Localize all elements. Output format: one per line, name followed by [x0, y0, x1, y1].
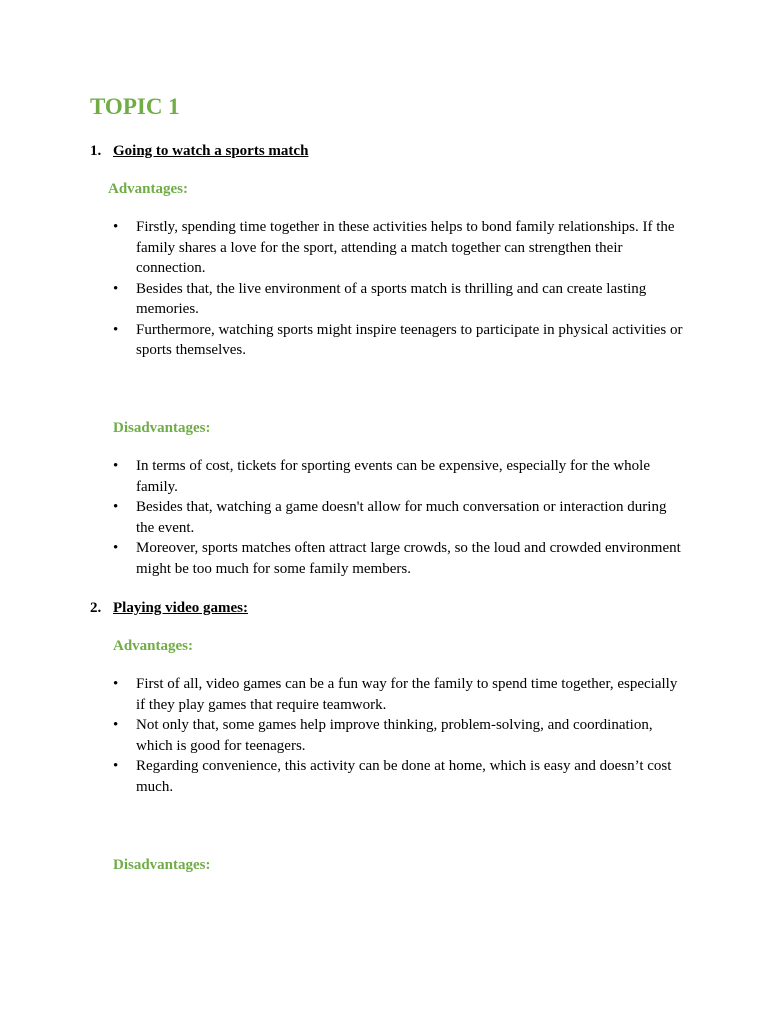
- advantages-label: Advantages:: [113, 638, 194, 654]
- list-item-text: Regarding convenience, this activity can be done at home, which is easy and doesn’t cost much.: [136, 758, 672, 795]
- bullet-icon: •: [113, 280, 119, 297]
- bullet-icon: •: [113, 717, 119, 733]
- bullet-icon: •: [113, 219, 119, 235]
- advantages-list: [113, 217, 685, 361]
- disadvantages-label: Disadvantages:: [113, 420, 211, 436]
- list-item: [113, 674, 685, 715]
- list-item: [113, 538, 685, 579]
- list-item: [113, 279, 685, 320]
- list-item-text: Not only that, some games help improve thinking, problem-solving, and coordination, which is good for teenagers.: [136, 717, 653, 754]
- section-title: Playing video games:: [113, 600, 248, 616]
- bullet-icon: •: [113, 676, 119, 692]
- advantages-list: [113, 674, 685, 797]
- disadvantages-list: [113, 456, 685, 579]
- section-1-heading: [90, 141, 308, 161]
- section-number: 1.: [90, 143, 102, 159]
- list-item: [113, 497, 685, 538]
- list-item: [113, 456, 685, 497]
- bullet-icon: •: [113, 321, 119, 338]
- section-2-heading: [90, 598, 248, 618]
- list-item-text: First of all, video games can be a fun way for the family to spend time together, especially if they play games that require teamwork.: [136, 676, 678, 713]
- topic-title: TOPIC 1: [90, 94, 180, 119]
- section-number: 2.: [90, 600, 102, 616]
- bullet-icon: •: [113, 758, 119, 774]
- list-item: [113, 756, 685, 797]
- list-item: [113, 320, 685, 361]
- bullet-icon: •: [113, 499, 119, 515]
- bullet-icon: •: [113, 458, 119, 474]
- list-item-text: Besides that, the live environment of a sports match is thrilling and can create lasting memories.: [136, 280, 647, 317]
- list-item: [113, 715, 685, 756]
- list-item-text: In terms of cost, tickets for sporting events can be expensive, especially for the whole family.: [136, 458, 651, 495]
- list-item: [113, 217, 685, 279]
- list-item-text: Moreover, sports matches often attract large crowds, so the loud and crowded environment might be too much for some family members.: [136, 540, 681, 577]
- list-item-text: Furthermore, watching sports might inspire teenagers to participate in physical activities or sports themselves.: [136, 321, 683, 358]
- list-item-text: Firstly, spending time together in these activities helps to bond family relationships. If the family shares a love for the sport, attending a match together can strengthen their connection.: [136, 219, 675, 276]
- bullet-icon: •: [113, 540, 119, 556]
- advantages-label: Advantages:: [108, 181, 189, 197]
- disadvantages-label: Disadvantages:: [113, 857, 211, 873]
- section-title: Going to watch a sports match: [113, 143, 309, 159]
- list-item-text: Besides that, watching a game doesn't allow for much conversation or interaction during the event.: [136, 499, 667, 536]
